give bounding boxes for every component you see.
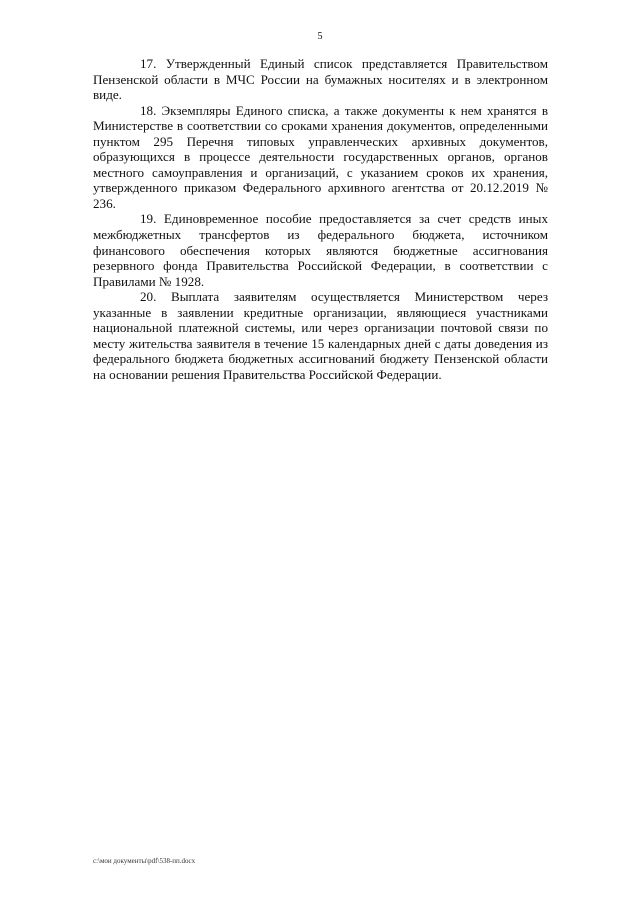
paragraph-19: 19. Единовременное пособие предоставляется за счет средств иных межбюджетных трансфертов из федерального бюджета, источником финансового обеспечения которых являются бюджетные ассигнования резервного фонда Правительства Российской Федерации, в соответствии с Правилами № 1928. [93, 211, 548, 289]
footer-file-path: c:\мои документы\pdf\538-пп.docx [93, 857, 196, 865]
paragraph-20: 20. Выплата заявителям осуществляется Министерством через указанные в заявлении кредитные организации, являющиеся участниками национальной платежной системы, или через организации почтовой связи по месту жительства заявителя в течение 15 календарных дней с даты доведения из федерального бюджета бюджетных ассигнований бюджету Пензенской области на основании решения Правительства Российской Федерации. [93, 289, 548, 382]
paragraph-17: 17. Утвержденный Единый список представляется Правительством Пензенской области в МЧС России на бумажных носителях и в электронном виде. [93, 56, 548, 103]
document-body [93, 56, 548, 382]
page-number: 5 [317, 31, 323, 42]
paragraph-18: 18. Экземпляры Единого списка, а также документы к нем хранятся в Министерстве в соответствии со сроками хранения документов, определенными пунктом 295 Перечня типовых управленческих архивных документов, образующихся в процессе деятельности государственных органов, органов местного самоуправления и организаций, с указанием сроков их хранения, утвержденного приказом Федерального архивного агентства от 20.12.2019 № 236. [93, 102, 548, 211]
